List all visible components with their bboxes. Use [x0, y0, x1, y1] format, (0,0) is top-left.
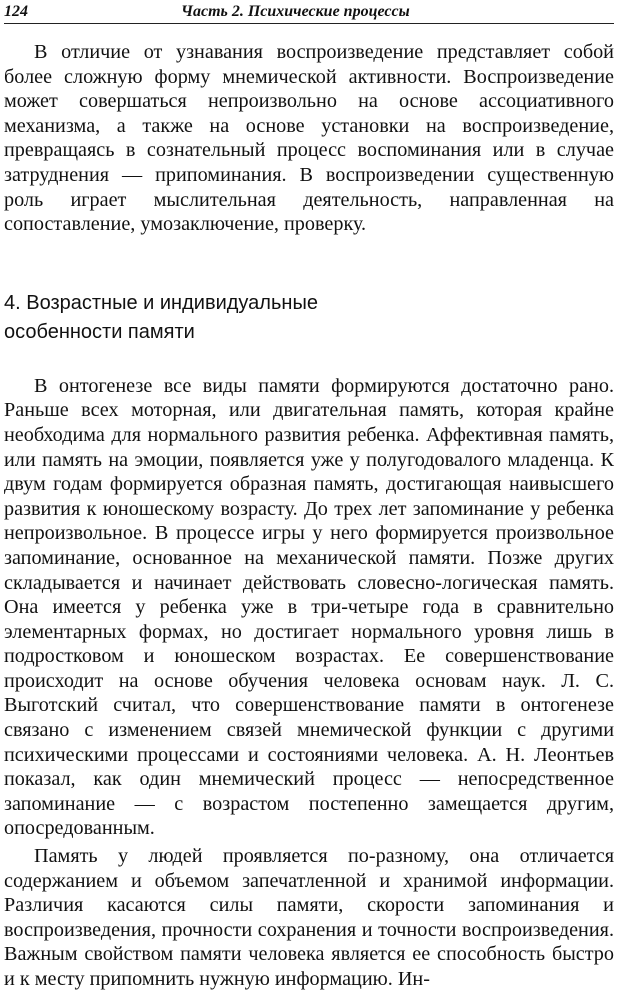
page-body — [4, 40, 614, 992]
section-heading-line-2: особенности памяти — [4, 320, 195, 343]
page-number: 124 — [4, 3, 28, 20]
chapter-title: Часть 2. Психические процессы — [181, 3, 410, 20]
section-heading — [4, 289, 614, 347]
paragraph-reproduction: В отличие от узнавания воспроизведение представляет собой более сложную форму мнемической активности. Воспроизведение может совершаться непроизвольно на основе ассоциативного механизма, а также на основе установки на воспроизведение, превращаясь в сознательный процесс воспоминания или в случае затруднения — припоминания. В воспроизведении существенную роль играет мыслительная деятельность, направленная на сопоставление, умозаключение, проверку. — [4, 41, 614, 236]
book-page — [4, 0, 614, 990]
running-head — [4, 1, 614, 24]
paragraph-individual-differences: Память у людей проявляется по-разному, она отличается содержанием и объемом запечатленной и хранимой информации. Различия касаются силы памяти, скорости запоминания и воспроизведения, прочности сохранения и точности воспроизведения. Важным свойством памяти человека является ее способность быстро и к месту припомнить нужную информацию. Ин- — [4, 845, 614, 990]
section-heading-line-1: 4. Возрастные и индивидуальные — [4, 291, 318, 314]
paragraph-ontogenesis: В онтогенезе все виды памяти формируются достаточно рано. Раньше всех моторная, или двигательная память, которая крайне необходима для нормального развития ребенка. Аффективная память, или память на эмоции, появляется уже у полугодовалого младенца. К двум годам формируется образная память, достигающая наивысшего развития к юношескому возрасту. До трех лет запоминание у ребенка непроизвольное. В процессе игры у него формируется произвольное запоминание, основанное на механической памяти. Позже других складывается и начинает действовать словесно-логическая память. Она имеется у ребенка уже в три-четыре года в сравнительно элементарных формах, но достигает нормального уровня лишь в подростковом и юношеском возрастах. Ее совершенствование происходит на основе обучения человека основам наук. Л. С. Выготский считал, что совершенствование памяти в онтогенезе связано с изменением связей мнемической функции с другими психическими процессами и состояниями человека. А. Н. Леонтьев показал, как один мнемический процесс — непосредственное запоминание — с возрастом постепенно замещается другим, опосредованным. — [4, 374, 614, 840]
